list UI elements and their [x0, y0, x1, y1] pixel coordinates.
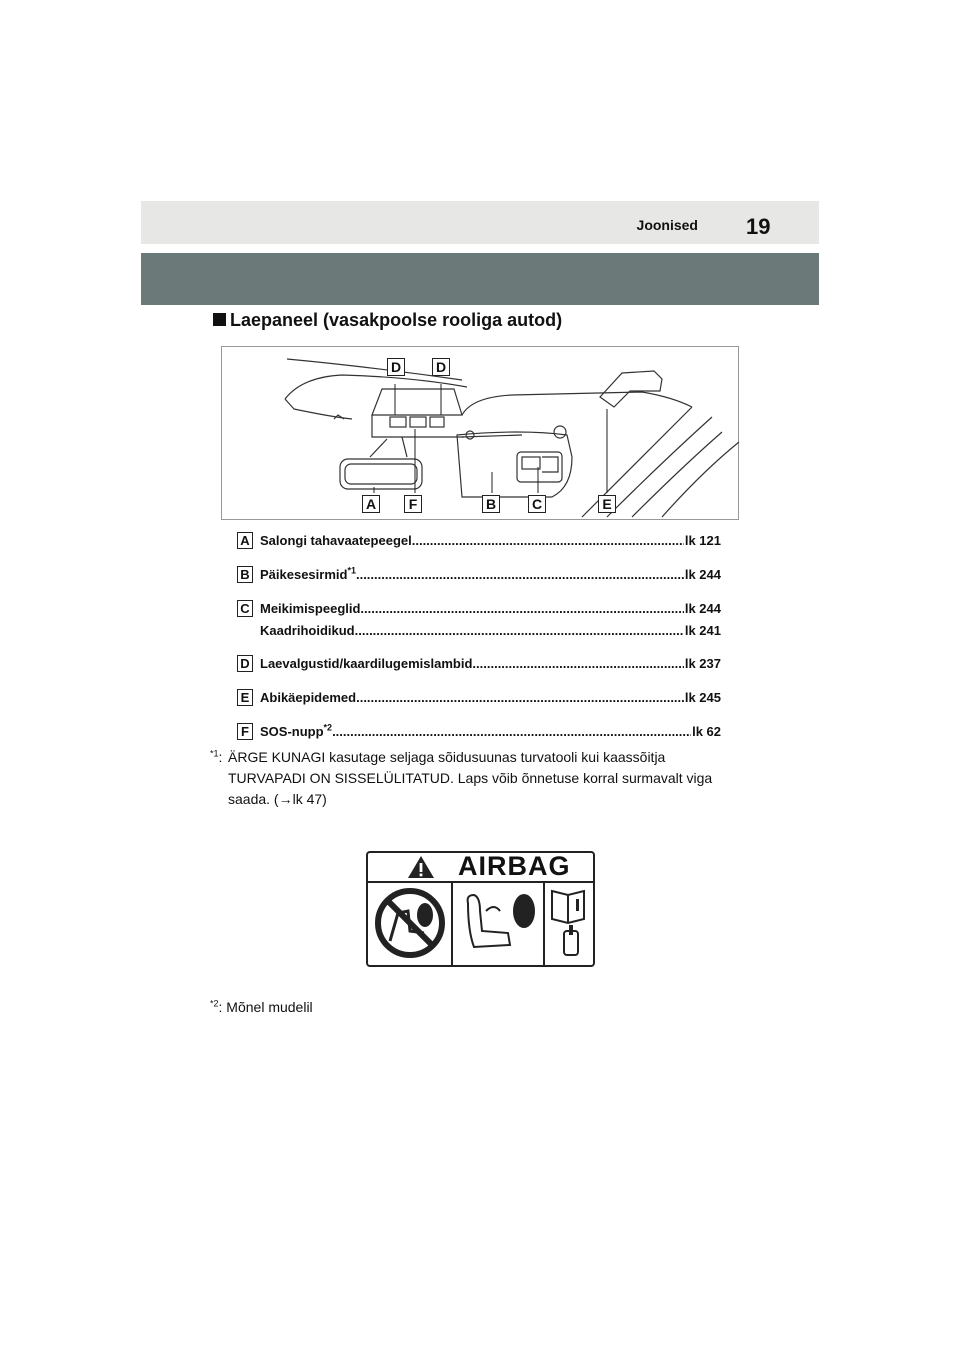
warning-triangle-icon	[406, 854, 436, 880]
airbag-word: AIRBAG	[458, 851, 571, 881]
page-ref-link[interactable]: lk 245	[684, 690, 721, 705]
item-label: Kaadrihoidikud	[260, 623, 355, 638]
footnote-1-marker-text: *1	[210, 748, 219, 759]
list-item	[237, 653, 721, 687]
item-line	[260, 533, 721, 548]
leader-dots	[356, 690, 684, 705]
page-number: 19	[746, 214, 771, 239]
list-item	[237, 530, 721, 564]
list-item	[237, 564, 721, 598]
item-letter-badge: A	[237, 532, 253, 549]
leader-dots	[332, 724, 691, 739]
item-line	[260, 724, 721, 739]
callout-d-right: D	[432, 358, 450, 376]
overhead-console-illustration	[221, 346, 739, 520]
callout-a: A	[362, 495, 380, 513]
overhead-console-drawing	[222, 347, 740, 521]
footnote-2-marker: *2	[210, 998, 219, 1009]
header-band	[141, 201, 819, 244]
item-letter-badge: B	[237, 566, 253, 583]
item-letter-badge: F	[237, 723, 253, 740]
square-bullet-icon	[213, 313, 226, 326]
footnote-2: $^{*2}$: Mõnel mudelil	[210, 998, 313, 1015]
leader-dots	[412, 533, 684, 548]
no-rear-facing-seat-icon	[378, 891, 442, 955]
subsection-title	[213, 310, 562, 331]
item-letter-badge: D	[237, 655, 253, 672]
item-line	[260, 601, 721, 616]
page-ref-link[interactable]: lk 241	[684, 623, 721, 638]
list-item	[237, 598, 721, 653]
leader-dots	[355, 623, 684, 638]
subsection-title-text: Laepaneel (vasakpoolse rooliga autod)	[230, 310, 563, 330]
footnote-marker: *2	[323, 722, 333, 733]
callout-e: E	[598, 495, 616, 513]
item-line	[260, 656, 721, 671]
airbag-pictograms	[368, 881, 593, 965]
item-label: Laevalgustid/kaardilugemislambid	[260, 656, 473, 671]
callout-b: B	[482, 495, 500, 513]
footnote-1	[210, 747, 730, 810]
section-title: Joonised	[636, 217, 698, 233]
item-label: Abikäepidemed	[260, 690, 357, 705]
callout-f: F	[404, 495, 422, 513]
item-line	[260, 690, 721, 705]
item-letter-badge: C	[237, 600, 253, 617]
leader-dots	[472, 656, 683, 671]
seat-airbag-icon	[468, 895, 534, 947]
chapter-band	[141, 253, 819, 305]
owners-manual-icon	[552, 891, 584, 955]
footnote-1-text: ÄRGE KUNAGI kasutage seljaga sõidusuunas turvatooli kui kaassõitja TURVAPADI ON SISSELÜLITATUD. Laps võib õnnetuse korral surmavalt viga saada. (→lk 47)	[228, 749, 713, 807]
item-label	[260, 567, 356, 582]
callout-d-left: D	[387, 358, 405, 376]
item-label-text: Päikesesirmid	[260, 567, 348, 582]
page-ref-link[interactable]: lk 237	[684, 656, 721, 671]
item-label-text: SOS-nupp	[260, 724, 324, 739]
page-ref-link[interactable]: lk 244	[684, 601, 721, 616]
footnote-1-marker: $^{*1}$:	[210, 748, 223, 765]
item-label: Meikimispeeglid	[260, 601, 361, 616]
airbag-label-header	[368, 853, 593, 883]
page-ref-link[interactable]: lk 62	[692, 724, 721, 739]
callout-c: C	[528, 495, 546, 513]
airbag-warning-label	[366, 851, 595, 967]
footnote-2-text: Mõnel mudelil	[226, 999, 313, 1015]
list-item	[237, 687, 721, 721]
leader-dots	[360, 601, 683, 616]
footnote-marker: *1	[347, 565, 356, 576]
item-label: Salongi tahavaatepeegel	[260, 533, 412, 548]
item-label	[260, 724, 332, 739]
item-line	[260, 567, 721, 582]
legend-list	[237, 530, 721, 755]
item-letter-badge: E	[237, 689, 253, 706]
page-ref-link[interactable]: lk 244	[684, 567, 721, 582]
leader-dots	[356, 567, 684, 582]
item-line	[260, 623, 721, 638]
page-ref-link[interactable]: lk 121	[684, 533, 721, 548]
